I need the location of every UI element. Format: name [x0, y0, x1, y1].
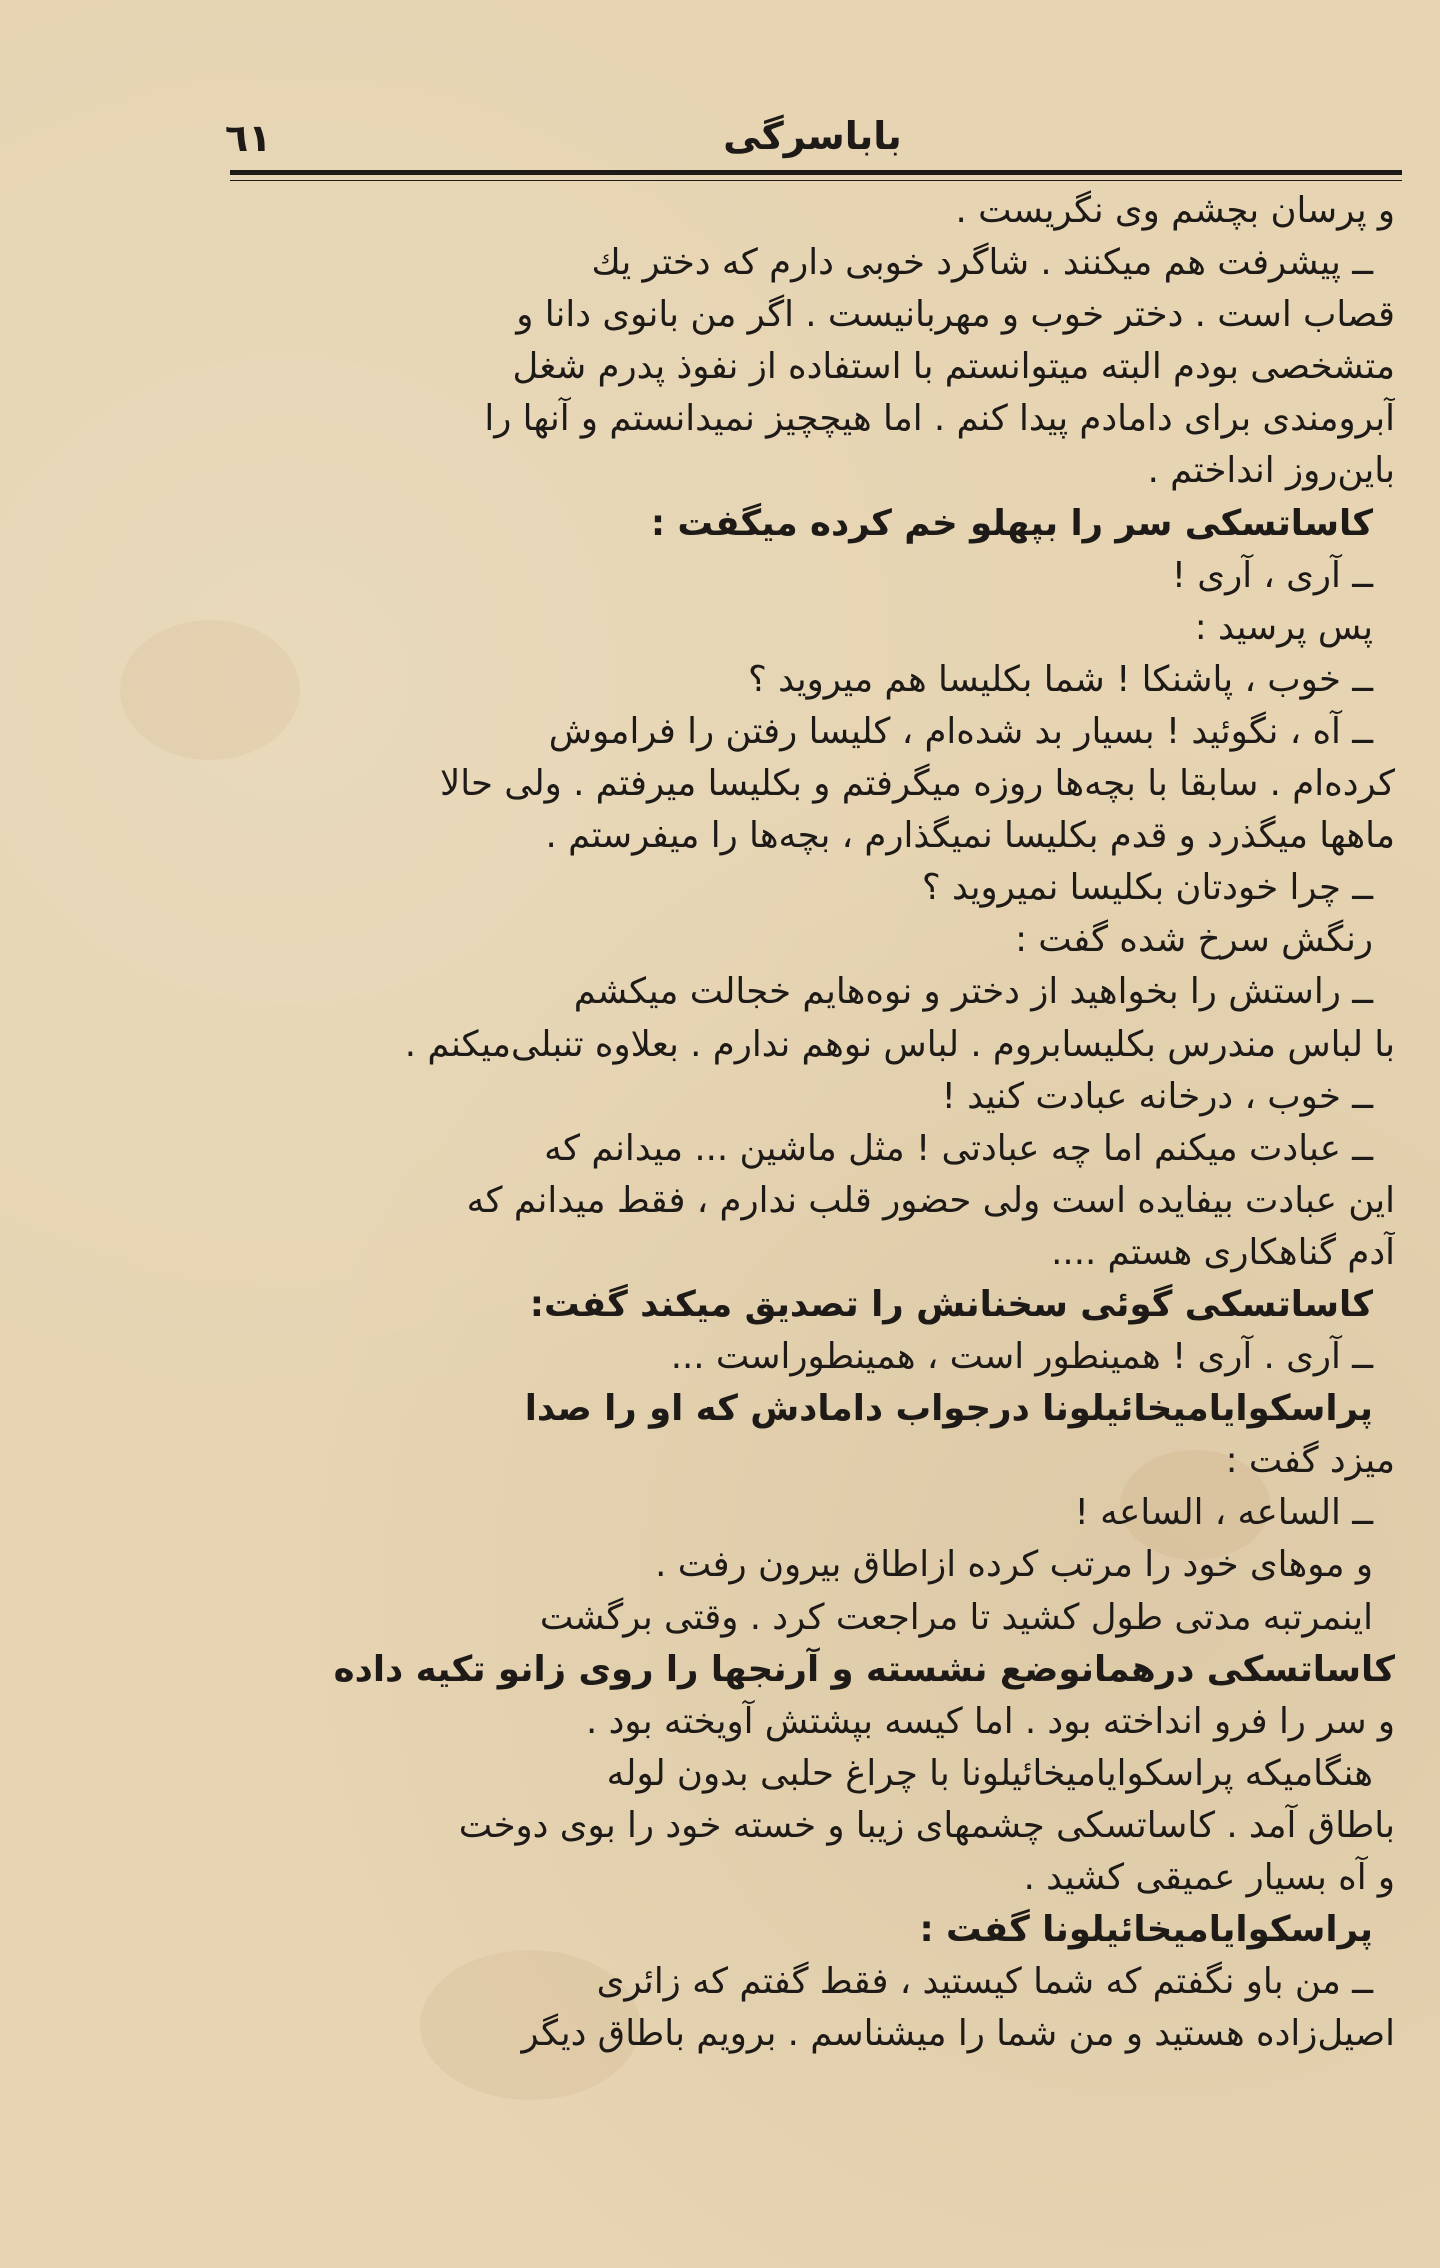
- text-line: آدم گناهکاری هستم ....: [1051, 1231, 1395, 1273]
- text-line: کاساتسکی گوئی سخنانش را تصدیق میکند گفت:: [529, 1283, 1373, 1325]
- text-line: کرده‌ام . سابقا با بچه‌ها روزه میگرفتم و بکلیسا میرفتم . ولی حالا: [439, 763, 1395, 805]
- text-line: پس پرسید :: [1194, 606, 1373, 648]
- text-line: ــ آری ، آری !: [1171, 554, 1373, 596]
- text-line: پراسکوایامیخائیلونا درجواب دامادش که او را صدا: [524, 1388, 1373, 1430]
- text-line: با لباس مندرس بکلیسابروم . لباس نوهم ندارم . بعلاوه تنبلی‌میکنم .: [404, 1023, 1395, 1065]
- text-line: ــ خوب ، درخانه عبادت کنید !: [941, 1075, 1373, 1117]
- page-number: ٦١: [225, 116, 272, 160]
- text-line: قصاب است . دختر خوب و مهربانیست . اگر من بانوی دانا و: [516, 294, 1395, 336]
- running-title: باباسرگی: [723, 114, 902, 158]
- text-line: باطاق آمد . کاساتسکی چشمهای زیبا و خسته خود را بوی دوخت: [458, 1804, 1395, 1846]
- text-line: آبرومندی برای دامادم پیدا کنم . اما هیچچیز نمیدانستم و آنها را: [484, 398, 1395, 440]
- header-rule-thin: [230, 180, 1402, 181]
- text-line: میزد گفت :: [1225, 1440, 1395, 1482]
- text-line: کاساتسکی درهمانوضع نشسته و آرنجها را روی زانو تکیه داده: [333, 1648, 1395, 1690]
- text-line: ــ من باو نگفتم که شما کیستید ، فقط گفتم که زائری: [596, 1961, 1373, 2003]
- header-rule-thick: [230, 170, 1402, 175]
- text-line: رنگش سرخ شده گفت :: [1015, 919, 1373, 961]
- text-line: ــ آری . آری ! همینطور است ، همینطوراست ...: [670, 1336, 1373, 1378]
- text-line: ــ چرا خودتان بکلیسا نمیروید ؟: [921, 867, 1373, 909]
- text-line: متشخصی بودم البته میتوانستم با استفاده از نفوذ پدرم شغل: [512, 346, 1395, 388]
- text-line: هنگامیکه پراسکوایامیخائیلونا با چراغ حلبی بدون لوله: [606, 1752, 1373, 1794]
- text-line: ــ آه ، نگوئید ! بسیار بد شده‌ام ، کلیسا رفتن را فراموش: [548, 710, 1373, 752]
- text-line: ــ خوب ، پاشنکا ! شما بکلیسا هم میروید ؟: [747, 658, 1373, 700]
- text-line: اینمرتبه مدتی طول کشید تا مراجعت کرد . وقتی برگشت: [539, 1596, 1373, 1638]
- text-line: اصیل‌زاده هستید و من شما را میشناسم . برویم باطاق دیگر: [521, 2013, 1395, 2055]
- text-line: باین‌روز انداختم .: [1147, 450, 1395, 492]
- text-line: ــ پیشرفت هم میکنند . شاگرد خوبی دارم که دختر یك: [591, 242, 1373, 284]
- text-line: پراسکوایامیخائیلونا گفت :: [919, 1909, 1373, 1951]
- text-line: ــ الساعه ، الساعه !: [1074, 1492, 1373, 1534]
- page-header: [225, 108, 1400, 178]
- text-line: و سر را فرو انداخته بود . اما کیسه بپشتش آویخته بود .: [586, 1700, 1395, 1742]
- text-line: کاساتسکی سر را بپهلو خم کرده میگفت :: [650, 502, 1373, 544]
- text-line: ماهها میگذرد و قدم بکلیسا نمیگذارم ، بچه‌ها را میفرستم .: [545, 815, 1395, 857]
- text-line: و موهای خود را مرتب کرده ازاطاق بیرون رفت .: [655, 1544, 1373, 1586]
- page-text: [220, 185, 1395, 2165]
- text-line: این عبادت بیفایده است ولی حضور قلب ندارم ، فقط میدانم که: [466, 1179, 1395, 1221]
- text-line: ــ راستش را بخواهید از دختر و نوه‌هایم خجالت میکشم: [573, 971, 1373, 1013]
- text-line: و پرسان بچشم وی نگریست .: [955, 190, 1395, 231]
- text-line: ــ عبادت میکنم اما چه عبادتی ! مثل ماشین ... میدانم که: [544, 1127, 1373, 1169]
- text-line: و آه بسیار عمیقی کشید .: [1023, 1857, 1395, 1898]
